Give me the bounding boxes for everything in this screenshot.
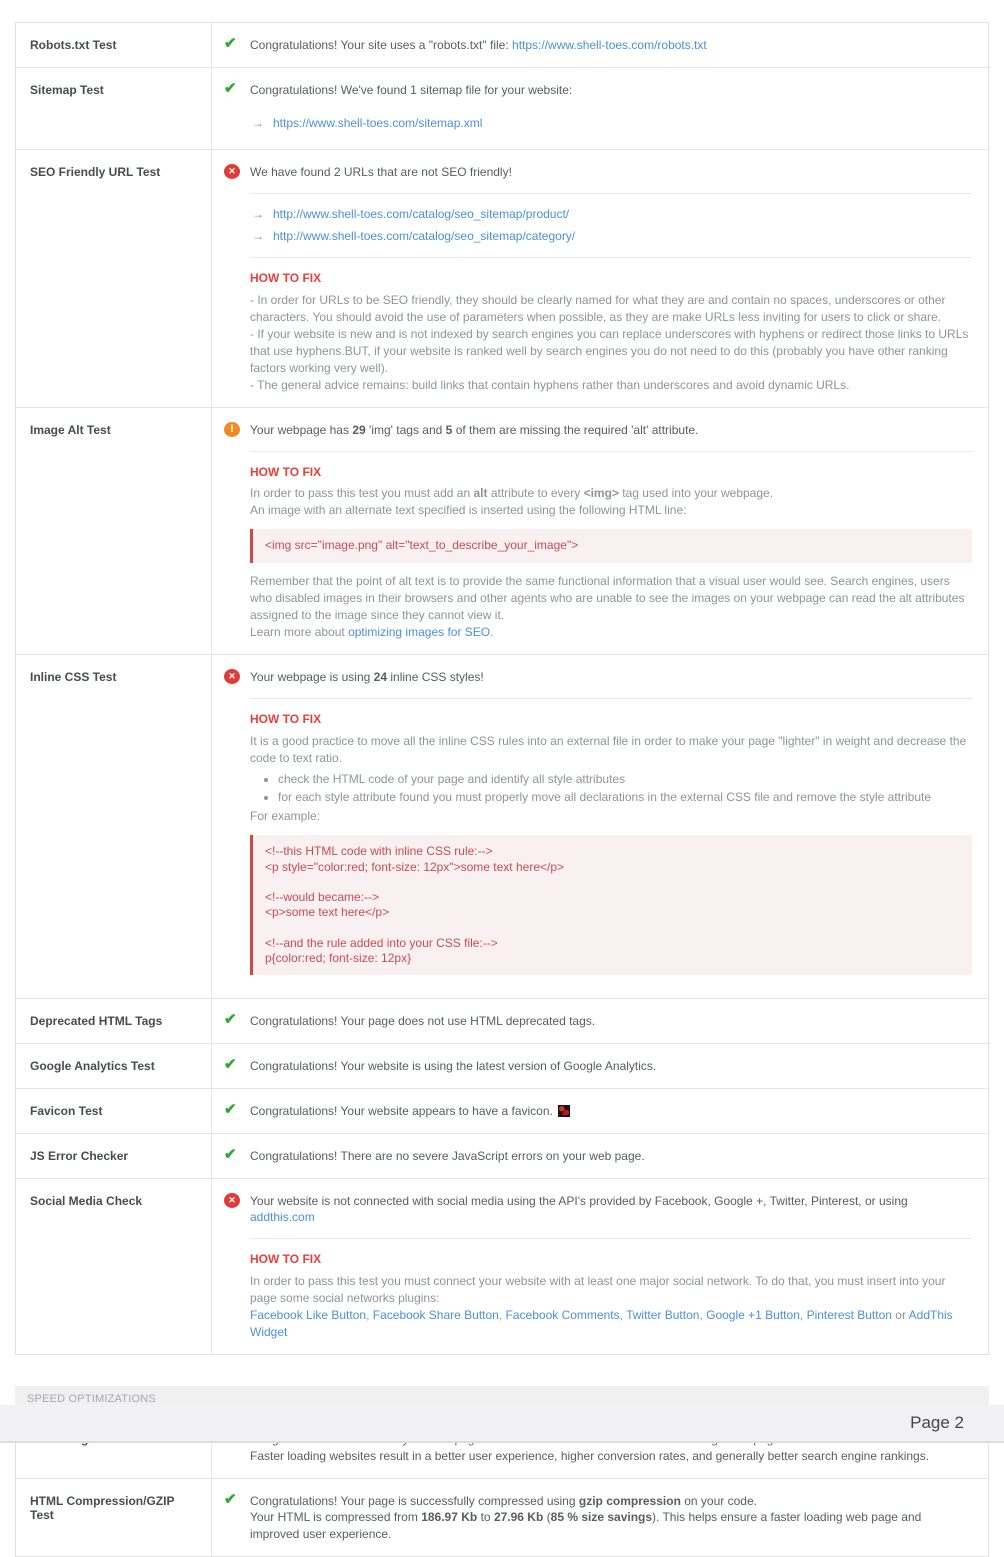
optimizing-images-link[interactable]: optimizing images for SEO	[348, 624, 491, 639]
warning-icon: !	[224, 422, 240, 437]
status-message: Congratulations! Your site uses a "robots.txt" file: https://www.shell-toes.com/robots.txt	[250, 38, 707, 52]
test-row-google-analytics	[16, 1044, 988, 1089]
pass-check-icon: ✔	[224, 1100, 237, 1118]
code-example: <img src="image.png" alt="text_to_describe_your_image">	[250, 529, 972, 562]
status-message: Your webpage has 29 'img' tags and 5 of them are missing the required 'alt' attribute.	[250, 422, 699, 437]
divider	[250, 451, 972, 452]
how-to-fix-heading: HOW TO FIX	[250, 270, 322, 285]
test-row-gzip-compression	[16, 1479, 988, 1556]
status-message: Your webpage is using 24 inline CSS styles!	[250, 669, 484, 684]
arrow-right-icon: →	[252, 228, 264, 243]
pass-check-icon: ✔	[224, 1011, 237, 1029]
pass-check-icon: ✔	[224, 1145, 237, 1163]
pass-check-icon: ✔	[224, 1490, 237, 1508]
test-name: SEO Friendly URL Test	[16, 150, 212, 406]
test-row-favicon	[16, 1089, 988, 1134]
sitemap-file-link[interactable]: https://www.shell-toes.com/sitemap.xml	[273, 115, 483, 130]
test-name: JS Error Checker	[16, 1134, 212, 1178]
how-to-fix-heading: HOW TO FIX	[250, 464, 322, 479]
code-example: <!--this HTML code with inline CSS rule:--> <p style="color:red; font-size: 12px">some text here</p> <!--would became:--> <p>some text here</p> <!--and the rule added into your CSS file:--> p{color:red; font-size: 12px}	[250, 835, 972, 975]
comma: ,	[799, 1307, 804, 1322]
test-row-seo-url	[16, 150, 988, 407]
fix-paragraph: In order to pass this test you must connect your website with at least one major social network. To do that, you must insert into your page some social networks plugins:	[250, 1273, 946, 1305]
favicon-image	[558, 1105, 570, 1117]
how-to-fix-heading: HOW TO FIX	[250, 1252, 322, 1267]
fail-x-icon: ✕	[224, 1193, 240, 1208]
seo-report-page	[15, 22, 989, 1355]
twitter-button-link[interactable]: Twitter Button	[626, 1307, 700, 1322]
arrow-right-icon: →	[252, 115, 264, 130]
social-plugins-line	[250, 1307, 972, 1341]
addthis-link[interactable]: addthis.com	[250, 1210, 315, 1225]
fix-bullet-list	[250, 771, 972, 807]
status-message: Congratulations! Your website is using the latest version of Google Analytics.	[250, 1059, 657, 1074]
pass-check-icon: ✔	[224, 1056, 237, 1074]
test-row-deprecated-tags	[16, 999, 988, 1044]
arrow-right-icon: →	[252, 207, 264, 222]
status-message: We have found 2 URLs that are not SEO friendly!	[250, 165, 512, 180]
test-name: Favicon Test	[16, 1089, 212, 1133]
status-message: Your website is not connected with social media using the API's provided by Facebook, Google +, Twitter, Pinterest, or using addthis.com	[250, 1193, 908, 1225]
test-row-robots	[16, 23, 988, 68]
test-row-sitemap	[16, 68, 988, 151]
test-name: Sitemap Test	[16, 68, 212, 150]
fix-paragraph: - The general advice remains: build links that contain hyphens rather than underscores and avoid dynamic URLs.	[250, 377, 850, 392]
test-name: Google Analytics Test	[16, 1044, 212, 1088]
test-row-js-errors	[16, 1134, 988, 1179]
status-message: Faster loading websites result in a better user experience, higher conversion rates, and generally better search engine rankings.	[250, 1448, 930, 1463]
fix-bullet: • for each style attribute found you must properly move all declarations in the external CSS file and remove the style attribute	[278, 789, 972, 806]
status-message: Congratulations! There are no severe JavaScript errors on your web page.	[250, 1148, 645, 1163]
test-name: Deprecated HTML Tags	[16, 999, 212, 1043]
comma: ,	[619, 1307, 623, 1322]
test-row-inline-css	[16, 655, 988, 999]
unfriendly-url-link[interactable]: http://www.shell-toes.com/catalog/seo_sitemap/product/	[273, 207, 570, 222]
learn-more-line: Learn more about optimizing images for SEO.	[250, 624, 494, 639]
test-name: HTML Compression/GZIP Test	[16, 1479, 212, 1556]
page-footer	[0, 1405, 1004, 1443]
fix-paragraph: - If your website is new and is not indexed by search engines you can replace underscores with hyphens or redirect those links to URLs that use hyphens.BUT, if your website is ranked well by search engines you do not need to do this (probably you have other ranking factors working very well).	[250, 326, 969, 375]
facebook-share-button-link[interactable]: Facebook Share Button	[372, 1307, 499, 1322]
fail-x-icon: ✕	[224, 669, 240, 684]
fail-x-icon: ✕	[224, 164, 240, 179]
divider	[250, 257, 972, 258]
example-label: For example:	[250, 809, 321, 824]
fix-bullet: • check the HTML code of your page and identify all style attributes	[278, 771, 972, 788]
how-to-fix-heading: HOW TO FIX	[250, 711, 322, 726]
test-name: Inline CSS Test	[16, 655, 212, 998]
fix-paragraph: An image with an alternate text specified is inserted using the following HTML line:	[250, 503, 687, 518]
fix-paragraph: In order to pass this test you must add an alt attribute to every <img> tag used into your webpage.	[250, 486, 774, 501]
test-name: Robots.txt Test	[16, 23, 212, 67]
facebook-like-button-link[interactable]: Facebook Like Button	[250, 1307, 367, 1322]
unfriendly-url-link[interactable]: http://www.shell-toes.com/catalog/seo_sitemap/category/	[273, 228, 576, 243]
pass-check-icon: ✔	[224, 79, 237, 97]
robots-file-link[interactable]: https://www.shell-toes.com/robots.txt	[512, 38, 707, 52]
comma: ,	[366, 1307, 370, 1322]
divider	[250, 1238, 972, 1239]
test-name: Image Alt Test	[16, 408, 212, 654]
test-name: Social Media Check	[16, 1179, 212, 1355]
status-message: Congratulations! Your page is successfully compressed using gzip compression on your code. Your HTML is compressed from 186.97 Kb to 27.96 Kb (85 % size savings). This helps ensure a faster loading web page and improved user experience.	[250, 1493, 922, 1542]
divider	[250, 698, 972, 699]
comma: ,	[699, 1307, 703, 1322]
status-message: Congratulations! Your page does not use HTML deprecated tags.	[250, 1014, 596, 1029]
divider	[250, 193, 972, 194]
comma: ,	[498, 1307, 503, 1322]
google-plus-one-button-link[interactable]: Google +1 Button	[706, 1307, 800, 1322]
facebook-comments-link[interactable]: Facebook Comments	[505, 1307, 620, 1322]
speed-optimizations-section-header: SPEED OPTIMIZATIONS	[15, 1386, 989, 1412]
pinterest-button-link[interactable]: Pinterest Button	[806, 1307, 892, 1322]
test-row-social-media	[16, 1179, 988, 1355]
test-results-table	[15, 22, 989, 1355]
test-row-image-alt	[16, 408, 988, 655]
addthis-widget-link[interactable]: AddThis Widget	[250, 1307, 953, 1340]
fix-paragraph: - In order for URLs to be SEO friendly, they should be clearly named for what they are and contain no spaces, underscores or other characters. You should avoid the use of parameters when possible, as they are make URLs less inviting for users to click or share.	[250, 292, 946, 324]
pass-check-icon: ✔	[224, 35, 237, 52]
or-label: or	[895, 1307, 906, 1322]
page-number-label: Page 2	[910, 1413, 964, 1432]
status-message: Congratulations! We've found 1 sitemap file for your website:	[250, 82, 573, 97]
status-message: Congratulations! Your website appears to have a favicon.	[250, 1102, 972, 1120]
fix-paragraph: Remember that the point of alt text is to provide the same functional information that a visual user would see. Search engines, users who disabled images in their browsers and other agents who are unable to see the images on your webpage can read the alt attributes assigned to the image since they cannot view it.	[250, 573, 965, 622]
fix-paragraph: It is a good practice to move all the inline CSS rules into an external file in order to make your page "lighter" in weight and decrease the code to text ratio.	[250, 733, 967, 765]
